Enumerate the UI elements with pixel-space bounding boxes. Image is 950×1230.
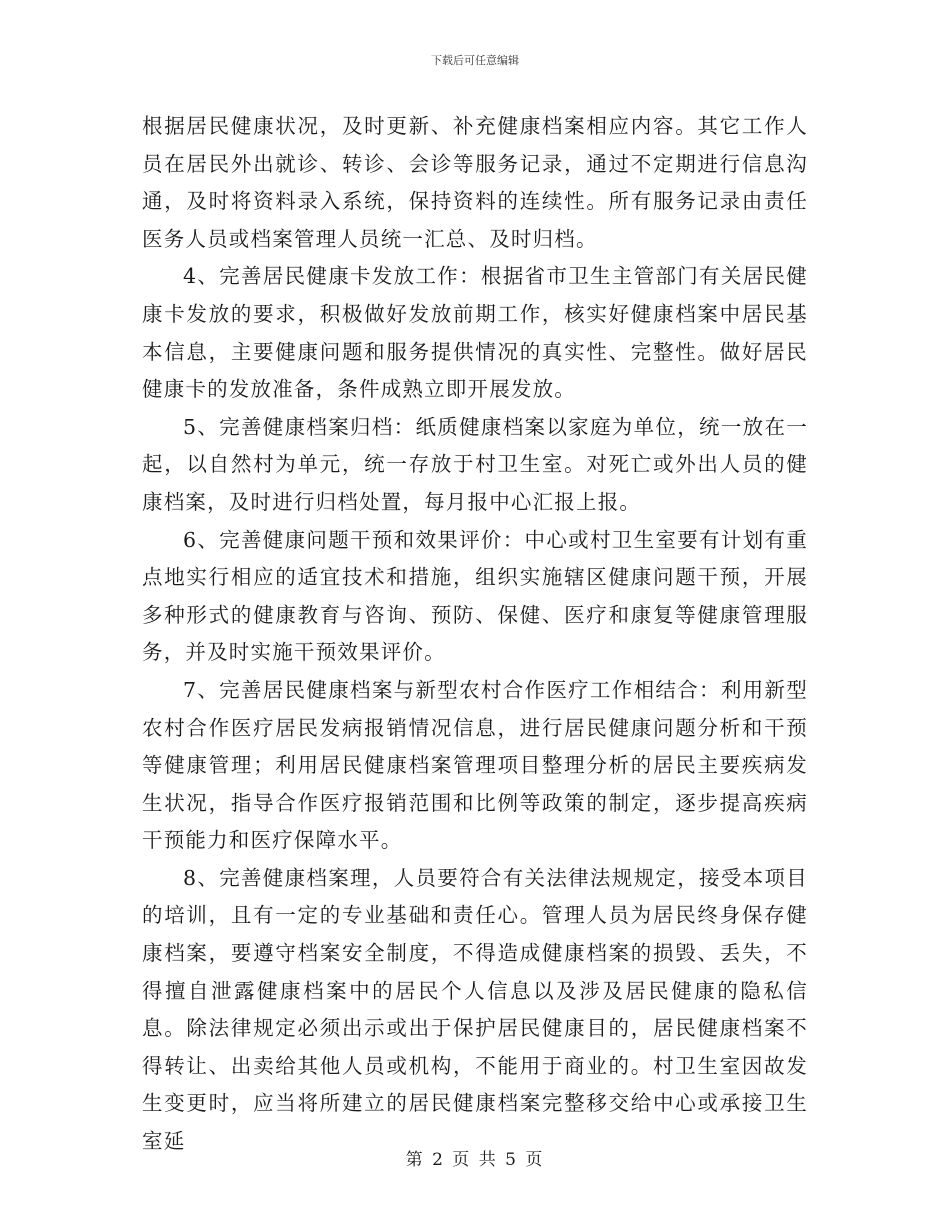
document-body — [142, 108, 808, 1161]
paragraph-item-7-rural-medical: 7、完善居民健康档案与新型农村合作医疗工作相结合：利用新型农村合作医疗居民发病报销情况信息，进行居民健康问题分析和干预等健康管理；利用居民健康档案管理项目整理分析的居民主要疾病发生状况，指导合作医疗报销范围和比例等政策的制定，逐步提高疾病干预能力和医疗保障水平。 — [142, 677, 808, 853]
paragraph-item-4-health-card: 4、完善居民健康卡发放工作：根据省市卫生主管部门有关居民健康卡发放的要求，积极做好发放前期工作，核实好健康档案中居民基本信息，主要健康问题和服务提供情况的真实性、完整性。做好居民健康卡的发放准备，条件成熟立即开展发放。 — [142, 264, 808, 402]
paragraph-item-8-management: 8、完善健康档案理，人员要符合有关法律法规规定，接受本项目的培训，且有一定的专业基础和责任心。管理人员为居民终身保存健康档案，要遵守档案安全制度，不得造成健康档案的损毁、丢失，不得擅自泄露健康档案中的居民个人信息以及涉及居民健康的隐私信息。除法律规定必须出示或出于保护居民健康目的，居民健康档案不得转让、出卖给其他人员或机构，不能用于商业的。村卫生室因故发生变更时，应当将所建立的居民健康档案完整移交给中心或承接卫生室延 — [142, 865, 808, 1154]
paragraph-item-6-intervention: 6、完善健康问题干预和效果评价：中心或村卫生室要有计划有重点地实行相应的适宜技术和措施，组织实施辖区健康问题干预，开展多种形式的健康教育与咨询、预防、保健、医疗和康复等健康管理服务，并及时实施干预效果评价。 — [142, 527, 808, 665]
paragraph-continuation: 根据居民健康状况，及时更新、补充健康档案相应内容。其它工作人员在居民外出就诊、转诊、会诊等服务记录，通过不定期进行信息沟通，及时将资料录入系统，保持资料的连续性。所有服务记录由责任医务人员或档案管理人员统一汇总、及时归档。 — [142, 114, 808, 251]
page-header-note: 下载后可任意编辑 — [431, 54, 519, 67]
page-number-footer: 第 2 页 共 5 页 — [405, 1150, 545, 1170]
paragraph-item-5-archiving: 5、完善健康档案归档：纸质健康档案以家庭为单位，统一放在一起，以自然村为单元，统一存放于村卫生室。对死亡或外出人员的健康档案，及时进行归档处置，每月报中心汇报上报。 — [142, 414, 808, 514]
